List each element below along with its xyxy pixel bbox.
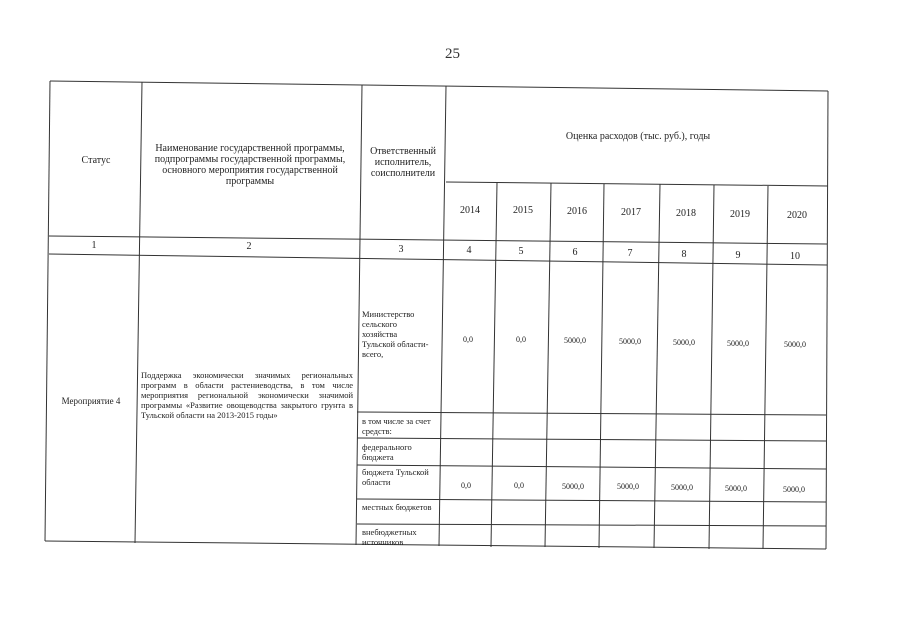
year-2016: 2016 [567, 206, 587, 217]
value-total-2019: 5000,0 [727, 339, 749, 348]
executor-federal-budget: федерального бюджета [362, 442, 412, 462]
executor-extrabudgetary: внебюджетных источников [362, 527, 417, 547]
executor-local-budgets: местных бюджетов [362, 502, 432, 512]
executor-including: в том числе за счет средств: [362, 416, 431, 436]
column-number-4: 4 [466, 245, 472, 256]
value-regional-2017: 5000,0 [617, 482, 639, 491]
executor-regional-budget: бюджета Тульской области [362, 467, 429, 487]
column-number-9: 9 [735, 250, 741, 261]
year-2014: 2014 [460, 205, 480, 216]
header-status: Статус [81, 155, 111, 166]
executor-ministry-total: Министерство сельского хозяйства Тульской области- всего, [362, 309, 429, 359]
value-total-2018: 5000,0 [673, 338, 695, 347]
value-regional-2015: 0,0 [514, 481, 524, 490]
row-status: Мероприятие 4 [61, 396, 121, 406]
header-name: Наименование государственной программы, подпрограммы государственной программы, основного мероприятия государственной программы [154, 143, 346, 187]
column-number-5: 5 [518, 246, 524, 257]
value-regional-2018: 5000,0 [671, 483, 693, 492]
column-number-10: 10 [790, 251, 800, 262]
column-number-7: 7 [627, 248, 633, 259]
year-2017: 2017 [621, 207, 641, 218]
value-regional-2019: 5000,0 [725, 484, 747, 493]
year-2018: 2018 [676, 208, 696, 219]
value-regional-2016: 5000,0 [562, 482, 584, 491]
value-regional-2020: 5000,0 [783, 485, 805, 494]
column-number-1: 1 [91, 240, 97, 251]
year-2020: 2020 [787, 210, 807, 221]
column-number-8: 8 [681, 249, 687, 260]
value-total-2015: 0,0 [516, 335, 526, 344]
value-total-2020: 5000,0 [784, 340, 806, 349]
year-2019: 2019 [730, 209, 750, 220]
value-total-2017: 5000,0 [619, 337, 641, 346]
row-name: Поддержка экономически значимых региональных программ в области растениеводства, в том числе мероприятия региональной экономически значимой программы «Развитие овощеводства закрытого грунта в Тульской области на 2013-2015 годы» [141, 370, 353, 420]
column-number-6: 6 [572, 247, 578, 258]
value-total-2014: 0,0 [463, 335, 473, 344]
page-number: 25 [445, 46, 460, 62]
year-2015: 2015 [513, 205, 533, 216]
header-costs: Оценка расходов (тыс. руб.), годы [565, 131, 711, 142]
column-number-2: 2 [246, 241, 252, 252]
column-number-3: 3 [398, 244, 404, 255]
value-total-2016: 5000,0 [564, 336, 586, 345]
header-executor: Ответственный исполнитель, соисполнители [370, 146, 436, 179]
value-regional-2014: 0,0 [461, 481, 471, 490]
